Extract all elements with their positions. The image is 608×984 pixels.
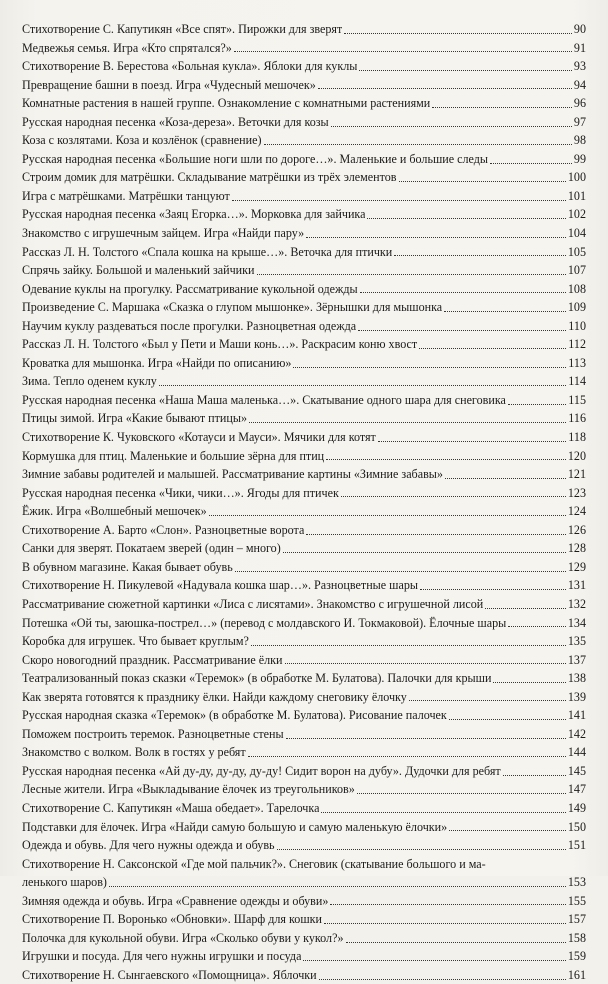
toc-entry-title: Русская народная песенка «Наша Маша маленька…». Скатывание одного шара для снеговика: [22, 392, 506, 407]
dot-leader: [449, 719, 566, 720]
toc-entry: [22, 558, 586, 577]
dot-leader: [209, 515, 566, 516]
toc-entry: [22, 818, 586, 837]
toc-entry-page-number: 102: [567, 207, 586, 222]
dot-leader: [503, 775, 566, 776]
toc-entry-title: Рассказ Л. Н. Толстого «Был у Пети и Маши конь…». Раскрасим коню хвост: [22, 337, 418, 352]
toc-entry: [22, 205, 586, 224]
toc-entry: [22, 224, 586, 243]
toc-entry-page-number: 124: [567, 504, 586, 519]
toc-entry-title: Русская народная песенка «Коза-дереза». Веточки для козы: [22, 114, 329, 129]
toc-entry-title: Стихотворение В. Берестова «Больная кукла». Яблоки для куклы: [22, 59, 358, 74]
dot-leader: [394, 255, 566, 256]
toc-entry: [22, 465, 586, 484]
toc-entry-page-number: 126: [567, 522, 586, 537]
toc-entry-page-number: 118: [568, 430, 586, 445]
toc-entry-page-number: 132: [567, 596, 586, 611]
toc-entry: [22, 651, 586, 670]
toc-entry-title: Ёжик. Игра «Волшебный мешочек»: [22, 504, 207, 519]
toc-entry-page-number: 155: [567, 893, 586, 908]
dot-leader: [420, 589, 566, 590]
dot-leader: [321, 812, 565, 813]
toc-entry: [22, 94, 586, 113]
dot-leader: [318, 88, 572, 89]
toc-entry-page-number: 153: [567, 875, 586, 890]
dot-leader: [357, 793, 566, 794]
toc-entry: [22, 113, 586, 132]
toc-entry-title: Зимние забавы родителей и малышей. Рассматривание картины «Зимние забавы»: [22, 467, 443, 482]
toc-entry: [22, 743, 586, 762]
toc-entry-page-number: 91: [573, 40, 586, 55]
toc-entry-page-number: 135: [567, 634, 586, 649]
toc-entry: [22, 317, 586, 336]
toc-entry: [22, 855, 586, 874]
toc-entry: [22, 187, 586, 206]
toc-entry-page-number: 107: [567, 263, 586, 278]
toc-entry-page-number: 120: [567, 448, 586, 463]
toc-entry: [22, 688, 586, 707]
toc-entry: [22, 354, 586, 373]
toc-entry-title: Рассматривание сюжетной картинки «Лиса с лисятами». Знакомство с игрушечной лисой: [22, 596, 484, 611]
toc-entry: [22, 706, 586, 725]
toc-entry: [22, 447, 586, 466]
toc-entry: [22, 76, 586, 95]
toc-entry-page-number: 138: [567, 671, 586, 686]
dot-leader: [264, 144, 572, 145]
toc-entry-title: Одежда и обувь. Для чего нужны одежда и обувь: [22, 838, 275, 853]
dot-leader: [283, 552, 566, 553]
toc-entry: [22, 762, 586, 781]
dot-leader: [232, 200, 566, 201]
dot-leader: [493, 682, 565, 683]
toc-entry: [22, 150, 586, 169]
toc-entry-title: Русская народная сказка «Теремок» (в обработке М. Булатова). Рисование палочек: [22, 708, 447, 723]
dot-leader: [251, 645, 566, 646]
toc-entry-page-number: 121: [567, 467, 586, 482]
toc-entry-page-number: 114: [568, 374, 586, 389]
dot-leader: [235, 571, 566, 572]
dot-leader: [286, 738, 566, 739]
toc-entry: [22, 372, 586, 391]
toc-entry-title: Стихотворение Н. Саксонской «Где мой пальчик?». Снеговик (скатывание большого и ма-: [22, 856, 486, 871]
toc-entry: [22, 280, 586, 299]
toc-entry: [22, 521, 586, 540]
toc-entry-title: ленького шаров): [22, 875, 107, 890]
toc-entry-title: Стихотворение Н. Пикулевой «Надувала кошка шар…». Разноцветные шары: [22, 578, 419, 593]
dot-leader: [277, 849, 566, 850]
toc-entry-title: Русская народная песенка «Ай ду-ду, ду-ду, ду-ду! Сидит ворон на дубу». Дудочки для ребят: [22, 763, 501, 778]
toc-entry: [22, 502, 586, 521]
toc-entry-page-number: 137: [567, 652, 586, 667]
dot-leader: [432, 107, 572, 108]
toc-entry-page-number: 104: [567, 226, 586, 241]
dot-leader: [346, 942, 566, 943]
toc-entry: [22, 614, 586, 633]
dot-leader: [248, 756, 566, 757]
toc-entry-page-number: 161: [567, 967, 586, 982]
toc-entry-page-number: 115: [568, 392, 586, 407]
dot-leader: [303, 960, 565, 961]
toc-entry-title: Русская народная песенка «Большие ноги шли по дороге…». Маленькие и большие следы: [22, 151, 489, 166]
toc-entry-title: Строим домик для матрёшки. Складывание матрёшки из трёх элементов: [22, 170, 397, 185]
toc-entry: [22, 780, 586, 799]
dot-leader: [419, 348, 566, 349]
toc-entry: [22, 484, 586, 503]
dot-leader: [378, 441, 566, 442]
toc-entry-page-number: 158: [567, 930, 586, 945]
dot-leader: [306, 534, 566, 535]
toc-entry-title: Стихотворение А. Барто «Слон». Разноцветные ворота: [22, 522, 305, 537]
table-of-contents: [22, 20, 586, 984]
toc-entry: [22, 39, 586, 58]
toc-entry: [22, 243, 586, 262]
toc-entry-page-number: 90: [573, 22, 586, 36]
toc-entry-page-number: 129: [567, 559, 586, 574]
toc-entry-page-number: 147: [567, 782, 586, 797]
toc-entry-page-number: 123: [567, 485, 586, 500]
toc-entry-page-number: 157: [567, 912, 586, 927]
toc-entry-title: Игрушки и посуда. Для чего нужны игрушки и посуда: [22, 949, 302, 964]
toc-entry-title: Спрячь зайку. Большой и маленький зайчики: [22, 263, 255, 278]
toc-entry-page-number: 134: [567, 615, 586, 630]
toc-entry: [22, 57, 586, 76]
toc-entry-title: Кормушка для птиц. Маленькие и большие зёрна для птиц: [22, 448, 325, 463]
toc-entry-page-number: 144: [567, 745, 586, 760]
toc-entry-title: Как зверята готовятся к празднику ёлки. Найди каждому снеговику ёлочку: [22, 689, 407, 704]
dot-leader: [445, 478, 566, 479]
toc-entry-page-number: 97: [573, 114, 586, 129]
dot-leader: [449, 830, 566, 831]
toc-entry: [22, 428, 586, 447]
dot-leader: [324, 923, 566, 924]
toc-entry-title: Рассказ Л. Н. Толстого «Спала кошка на крыше…». Веточка для птички: [22, 244, 393, 259]
dot-leader: [490, 163, 572, 164]
dot-leader: [330, 904, 565, 905]
dot-leader: [367, 218, 565, 219]
toc-entry-title: Русская народная песенка «Заяц Егорка…». Морковка для зайчика: [22, 207, 366, 222]
toc-entry-page-number: 145: [567, 763, 586, 778]
toc-entry-page-number: 142: [567, 726, 586, 741]
toc-entry: [22, 261, 586, 280]
toc-entry: [22, 298, 586, 317]
toc-entry-title: Зима. Тепло оденем куклу: [22, 374, 157, 389]
dot-leader: [306, 237, 566, 238]
toc-entry-title: Полочка для кукольной обуви. Игра «Сколько обуви у кукол?»: [22, 930, 344, 945]
toc-entry-title: Стихотворение К. Чуковского «Котауси и Мауси». Мячики для котят: [22, 430, 376, 445]
toc-entry-page-number: 149: [567, 800, 586, 815]
toc-entry-title: Превращение башни в поезд. Игра «Чудесный мешочек»: [22, 77, 316, 92]
toc-entry-title: Знакомство с волком. Волк в гостях у ребят: [22, 745, 246, 760]
dot-leader: [358, 330, 566, 331]
dot-leader: [234, 51, 572, 52]
dot-leader: [344, 33, 572, 34]
dot-leader: [399, 181, 566, 182]
dot-leader: [109, 886, 566, 887]
dot-leader: [508, 626, 566, 627]
toc-entry-title: Стихотворение С. Капутикян «Маша обедает». Тарелочка: [22, 800, 320, 815]
toc-entry-page-number: 141: [567, 708, 586, 723]
toc-entry-page-number: 98: [573, 133, 586, 148]
toc-entry-page-number: 94: [573, 77, 586, 92]
toc-entry-title: Произведение С. Маршака «Сказка о глупом мышонке». Зёрнышки для мышонка: [22, 300, 443, 315]
toc-entry-title: Стихотворение С. Капутикян «Все спят». Пирожки для зверят: [22, 22, 343, 36]
toc-entry-title: В обувном магазине. Какая бывает обувь: [22, 559, 233, 574]
toc-entry-title: Зимняя одежда и обувь. Игра «Сравнение одежды и обуви»: [22, 893, 329, 908]
toc-entry: [22, 947, 586, 966]
toc-entry-title: Лесные жители. Игра «Выкладывание ёлочек из треугольников»: [22, 782, 355, 797]
dot-leader: [508, 404, 566, 405]
toc-entry-page-number: 112: [568, 337, 586, 352]
toc-entry-title: Коза с козлятами. Коза и козлёнок (сравнение): [22, 133, 262, 148]
dot-leader: [409, 700, 566, 701]
toc-entry-page-number: 113: [568, 355, 586, 370]
toc-entry-page-number: 128: [567, 541, 586, 556]
toc-entry-page-number: 159: [567, 949, 586, 964]
dot-leader: [257, 274, 566, 275]
toc-entry-page-number: 105: [567, 244, 586, 259]
toc-entry-page-number: 139: [567, 689, 586, 704]
toc-entry-title: Русская народная песенка «Чики, чики…». Ягоды для птичек: [22, 485, 339, 500]
toc-entry: [22, 966, 586, 984]
toc-entry: [22, 391, 586, 410]
toc-entry-title: Санки для зверят. Покатаем зверей (один – много): [22, 541, 281, 556]
toc-entry-page-number: 110: [568, 318, 586, 333]
toc-entry-page-number: 150: [567, 819, 586, 834]
dot-leader: [249, 422, 566, 423]
toc-entry-title: Научим куклу раздеваться после прогулки. Разноцветная одежда: [22, 318, 357, 333]
toc-entry: [22, 929, 586, 948]
toc-entry-title: Игра с матрёшками. Матрёшки танцуют: [22, 188, 230, 203]
toc-entry-page-number: 99: [573, 151, 586, 166]
toc-entry-page-number: 108: [567, 281, 586, 296]
toc-entry: [22, 669, 586, 688]
toc-entry: [22, 836, 586, 855]
toc-entry-title: Знакомство с игрушечным зайцем. Игра «Найди пару»: [22, 226, 305, 241]
toc-entry: [22, 335, 586, 354]
toc-entry: [22, 576, 586, 595]
toc-entry-title: Стихотворение П. Воронько «Обновки». Шарф для кошки: [22, 912, 322, 927]
toc-entry: [22, 910, 586, 929]
toc-entry-page-number: 100: [567, 170, 586, 185]
toc-entry-title: Комнатные растения в нашей группе. Ознакомление с комнатными растениями: [22, 96, 431, 111]
dot-leader: [444, 311, 566, 312]
dot-leader: [485, 608, 566, 609]
toc-entry-title: Подставки для ёлочек. Игра «Найди самую большую и самую маленькую ёлочки»: [22, 819, 448, 834]
dot-leader: [159, 385, 566, 386]
dot-leader: [326, 459, 566, 460]
toc-entry: [22, 131, 586, 150]
toc-entry-title: Медвежья семья. Игра «Кто спрятался?»: [22, 40, 232, 55]
dot-leader: [341, 496, 566, 497]
dot-leader: [360, 292, 566, 293]
dot-leader: [293, 367, 566, 368]
toc-entry-title: Коробка для игрушек. Что бывает круглым?: [22, 634, 249, 649]
toc-entry-page-number: 151: [567, 838, 586, 853]
toc-entry: [22, 799, 586, 818]
dot-leader: [331, 126, 572, 127]
toc-entry: [22, 409, 586, 428]
toc-entry-title: Одевание куклы на прогулку. Рассматривание кукольной одежды: [22, 281, 358, 296]
toc-entry-title: Птицы зимой. Игра «Какие бывают птицы»: [22, 411, 248, 426]
toc-entry-page-number: 101: [567, 188, 586, 203]
toc-entry-title: Потешка «Ой ты, заюшка-пострел…» (перевод с молдавского И. Токмаковой). Ёлочные шары: [22, 615, 507, 630]
toc-entry-title: Стихотворение Н. Сынгаевского «Помощница». Яблочки: [22, 967, 317, 982]
toc-entry: [22, 20, 586, 39]
toc-entry: [22, 168, 586, 187]
toc-entry: [22, 632, 586, 651]
toc-entry-page-number: 116: [568, 411, 586, 426]
toc-entry: [22, 892, 586, 911]
toc-entry-title: Поможем построить теремок. Разноцветные стены: [22, 726, 284, 741]
toc-entry-page-number: 109: [567, 300, 586, 315]
toc-entry: [22, 539, 586, 558]
toc-entry-page-number: 93: [573, 59, 586, 74]
dot-leader: [285, 663, 566, 664]
toc-entry: [22, 595, 586, 614]
toc-entry-title: Кроватка для мышонка. Игра «Найди по описанию»: [22, 355, 292, 370]
toc-entry-page-number: 131: [567, 578, 586, 593]
dot-leader: [359, 70, 572, 71]
toc-entry-title: Театрализованный показ сказки «Теремок» (в обработке М. Булатова). Палочки для крыши: [22, 671, 492, 686]
toc-entry-title: Скоро новогодний праздник. Рассматривание ёлки: [22, 652, 283, 667]
dot-leader: [319, 979, 566, 980]
toc-entry: [22, 725, 586, 744]
toc-entry-page-number: 96: [573, 96, 586, 111]
